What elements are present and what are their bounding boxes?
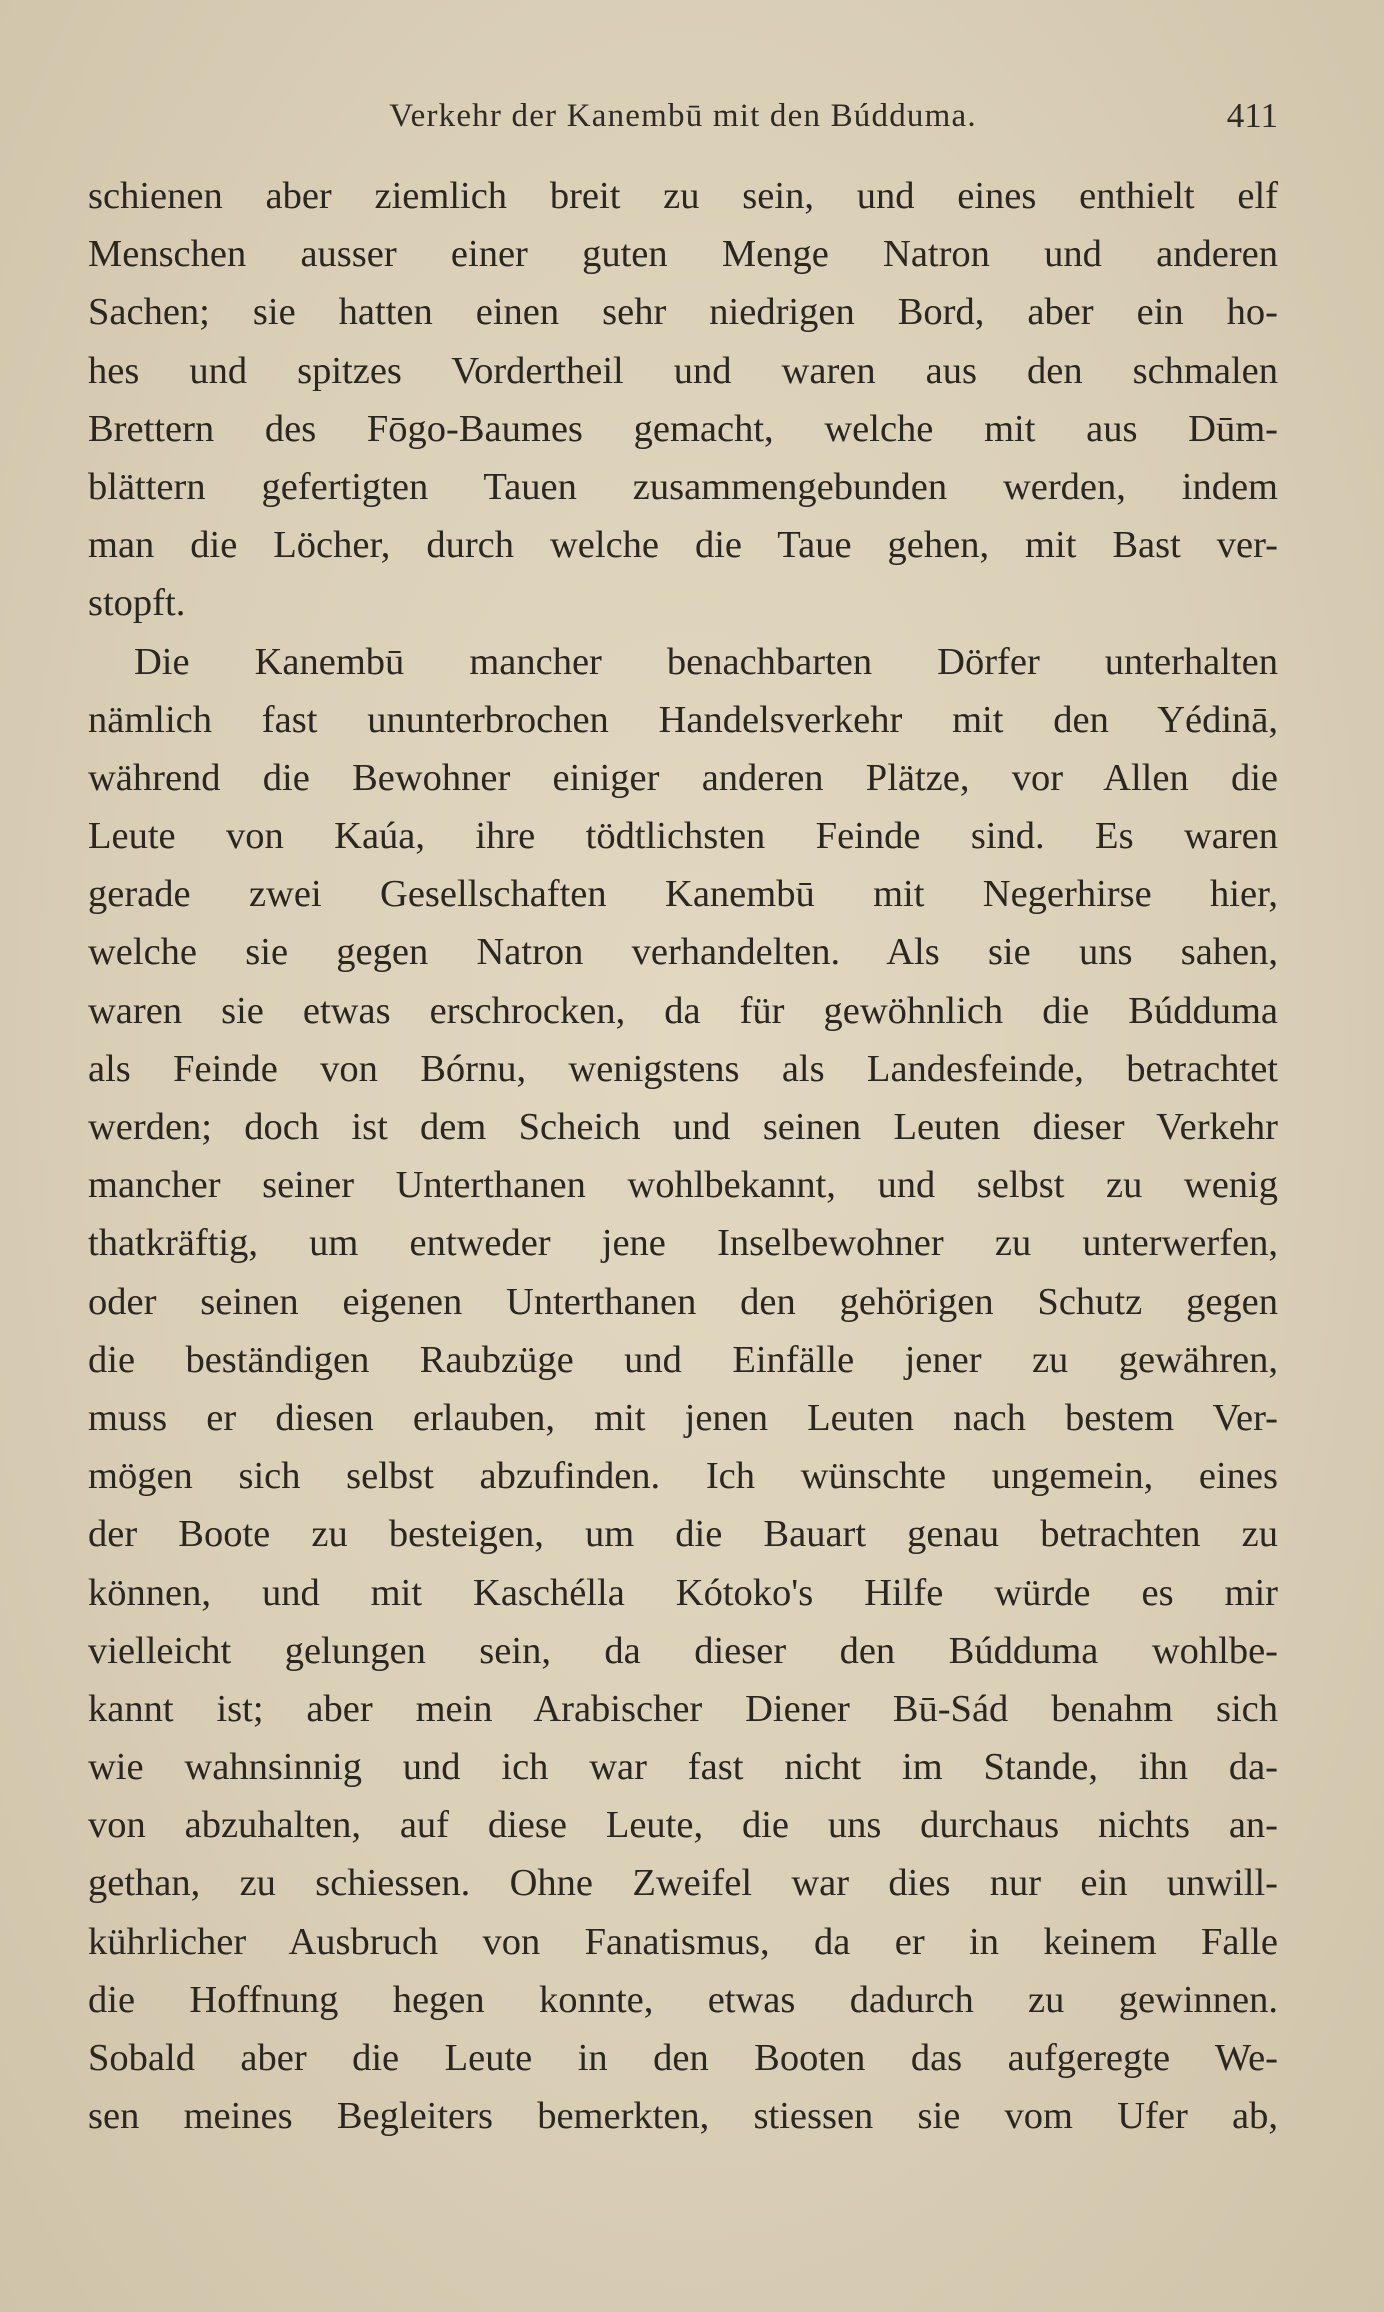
text-line: die beständigen Raubzüge und Einfälle jener zu gewähren, (88, 1338, 1278, 1381)
text-line: Sobald aber die Leute in den Booten das aufgeregte We- (88, 2037, 1278, 2079)
body-text (88, 167, 1278, 2145)
text-line: Die Kanembū mancher benachbarten Dörfer unterhalten (134, 640, 1278, 683)
text-line: mögen sich selbst abzufinden. Ich wünschte ungemein, eines (88, 1455, 1278, 1498)
text-line: stopft. (88, 582, 186, 625)
text-line: oder seinen eigenen Unterthanen den gehörigen Schutz gegen (88, 1280, 1278, 1323)
text-line: nämlich fast ununterbrochen Handelsverkehr mit den Yédinā, (88, 698, 1278, 741)
text-line: Sachen; sie hatten einen sehr niedrigen Bord, aber ein ho- (88, 291, 1278, 334)
text-line: welche sie gegen Natron verhandelten. Als sie uns sahen, (88, 931, 1278, 974)
text-line: der Boote zu besteigen, um die Bauart genau betrachten zu (88, 1513, 1278, 1556)
text-line: die Hoffnung hegen konnte, etwas dadurch zu gewinnen. (88, 1978, 1278, 2021)
text-line: man die Löcher, durch welche die Taue gehen, mit Bast ver- (88, 524, 1278, 567)
text-line: während die Bewohner einiger anderen Plätze, vor Allen die (88, 756, 1278, 799)
text-line: muss er diesen erlauben, mit jenen Leuten nach bestem Ver- (88, 1396, 1278, 1439)
text-line: vielleicht gelungen sein, da dieser den Búdduma wohlbe- (88, 1629, 1278, 1672)
text-line: sen meines Begleiters bemerkten, stiessen sie vom Ufer ab, (88, 2095, 1278, 2138)
text-line: von abzuhalten, auf diese Leute, die uns durchaus nichts an- (88, 1804, 1278, 1847)
text-line: gerade zwei Gesellschaften Kanembū mit Negerhirse hier, (88, 873, 1278, 916)
text-line: kannt ist; aber mein Arabischer Diener Bū-Sád benahm sich (88, 1687, 1278, 1730)
text-line: blättern gefertigten Tauen zusammengebunden werden, indem (88, 465, 1278, 508)
text-line: können, und mit Kaschélla Kótoko's Hilfe würde es mir (88, 1571, 1278, 1614)
text-line: hes und spitzes Vordertheil und waren aus den schmalen (88, 349, 1278, 392)
text-line: wie wahnsinnig und ich war fast nicht im Stande, ihn da- (88, 1746, 1278, 1789)
text-line: werden; doch ist dem Scheich und seinen Leuten dieser Verkehr (88, 1106, 1278, 1148)
page-header (88, 92, 1278, 142)
text-line: schienen aber ziemlich breit zu sein, und eines enthielt elf (88, 175, 1278, 217)
text-line: als Feinde von Bórnu, wenigstens als Landesfeinde, betrachtet (88, 1047, 1278, 1090)
text-line: kührlicher Ausbruch von Fanatismus, da er in keinem Falle (88, 1920, 1278, 1963)
text-line: gethan, zu schiessen. Ohne Zweifel war dies nur ein unwill- (88, 1862, 1278, 1905)
text-line: mancher seiner Unterthanen wohlbekannt, und selbst zu wenig (88, 1164, 1278, 1207)
text-line: thatkräftig, um entweder jene Inselbewohner zu unterwerfen, (88, 1222, 1278, 1265)
running-title: Verkehr der Kanembū mit den Búdduma. (389, 98, 977, 134)
text-line: Leute von Kaúa, ihre tödtlichsten Feinde sind. Es waren (88, 815, 1278, 858)
text-line: waren sie etwas erschrocken, da für gewöhnlich die Búdduma (88, 989, 1278, 1032)
page-number: 411 (1226, 96, 1278, 135)
text-line: Menschen ausser einer guten Menge Natron und anderen (88, 233, 1278, 276)
text-line: Brettern des Fōgo-Baumes gemacht, welche mit aus Dūm- (88, 407, 1278, 450)
